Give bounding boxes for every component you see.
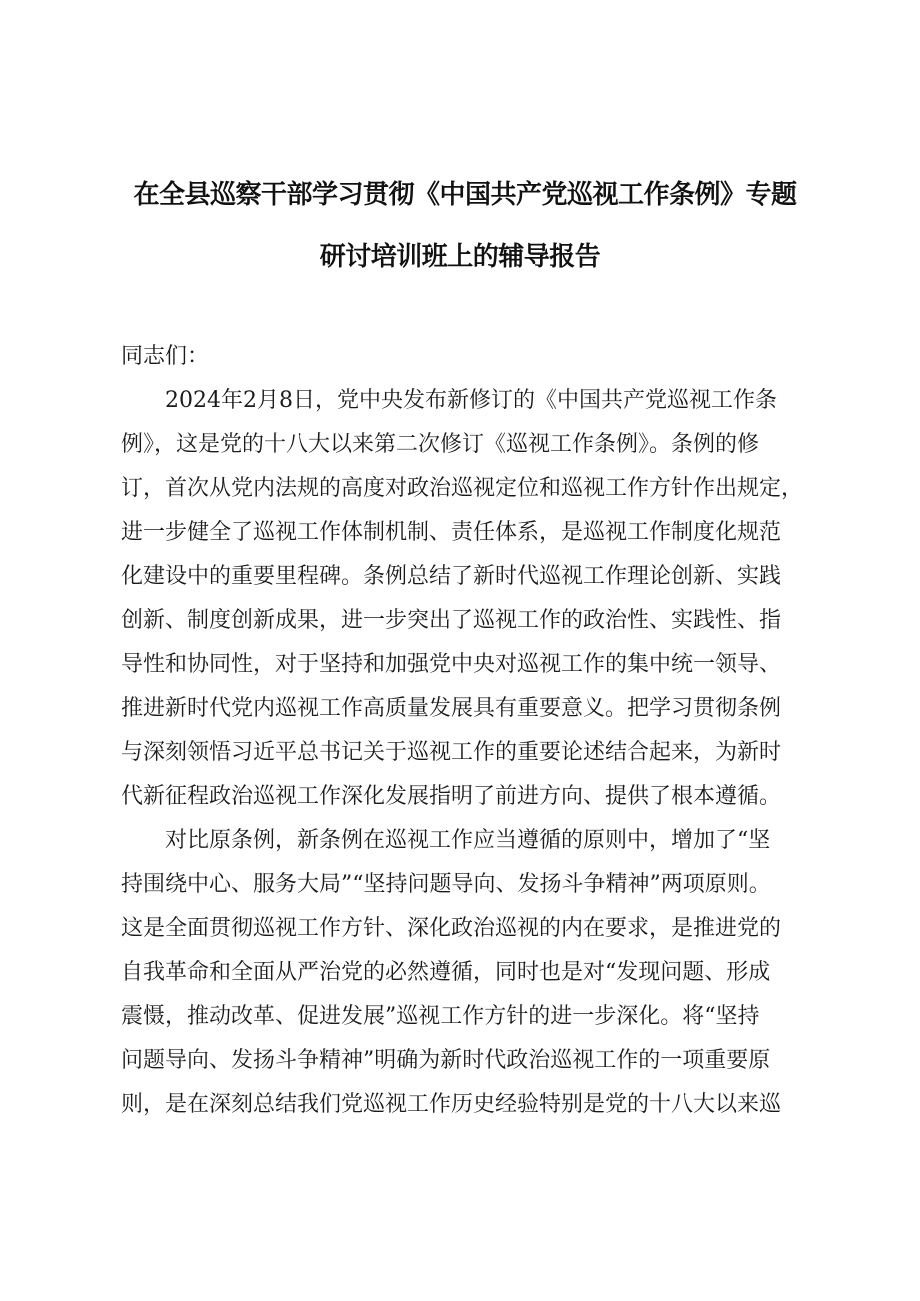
body-line: 这是全面贯彻巡视工作方针、深化政治巡视的内在要求，是推进党的 (121, 916, 782, 941)
body-line: 化建设中的重要里程碑。条例总结了新时代巡视工作理论创新、实践 (121, 564, 782, 589)
body-line: 创新、制度创新成果，进一步突出了巡视工作的政治性、实践性、指 (121, 608, 782, 633)
document-title-line-1: 在全县巡察干部学习贯彻《中国共产党巡视工作条例》专题 (133, 180, 797, 210)
greeting: 同志们： (121, 344, 210, 369)
body-line: 问题导向、发扬斗争精神”明确为新时代政治巡视工作的一项重要原 (121, 1048, 771, 1073)
body-line: 导性和协同性，对于坚持和加强党中央对巡视工作的集中统一领导、 (121, 652, 782, 677)
body-line: 例》，这是党的十八大以来第二次修订《巡视工作条例》。条例的修 (121, 432, 760, 457)
body-line: 与深刻领悟习近平总书记关于巡视工作的重要论述结合起来，为新时 (121, 740, 782, 765)
body-line: 对比原条例，新条例在巡视工作应当遵循的原则中，增加了“坚 (121, 828, 771, 853)
body-line: 代新征程政治巡视工作深化发展指明了前进方向、提供了根本遵循。 (121, 784, 782, 809)
body-line: 推进新时代党内巡视工作高质量发展具有重要意义。把学习贯彻条例 (121, 696, 782, 721)
body-line: 订，首次从党内法规的高度对政治巡视定位和巡视工作方针作出规定， (121, 476, 804, 501)
body-line: 则，是在深刻总结我们党巡视工作历史经验特别是党的十八大以来巡 (121, 1092, 782, 1117)
document-title-line-2: 研讨培训班上的辅导报告 (319, 242, 601, 272)
body-line: 进一步健全了巡视工作体制机制、责任体系，是巡视工作制度化规范 (121, 520, 782, 545)
body-line: 自我革命和全面从严治党的必然遵循，同时也是对“发现问题、形成 (121, 960, 771, 985)
body-line: 持围绕中心、服务大局”“坚持问题导向、发扬斗争精神”两项原则。 (121, 872, 771, 897)
body-line: 震慑，推动改革、促进发展”巡视工作方针的进一步深化。将“坚持 (121, 1004, 760, 1029)
body-line: 2024年2月8日，党中央发布新修订的《中国共产党巡视工作条 (121, 388, 777, 413)
